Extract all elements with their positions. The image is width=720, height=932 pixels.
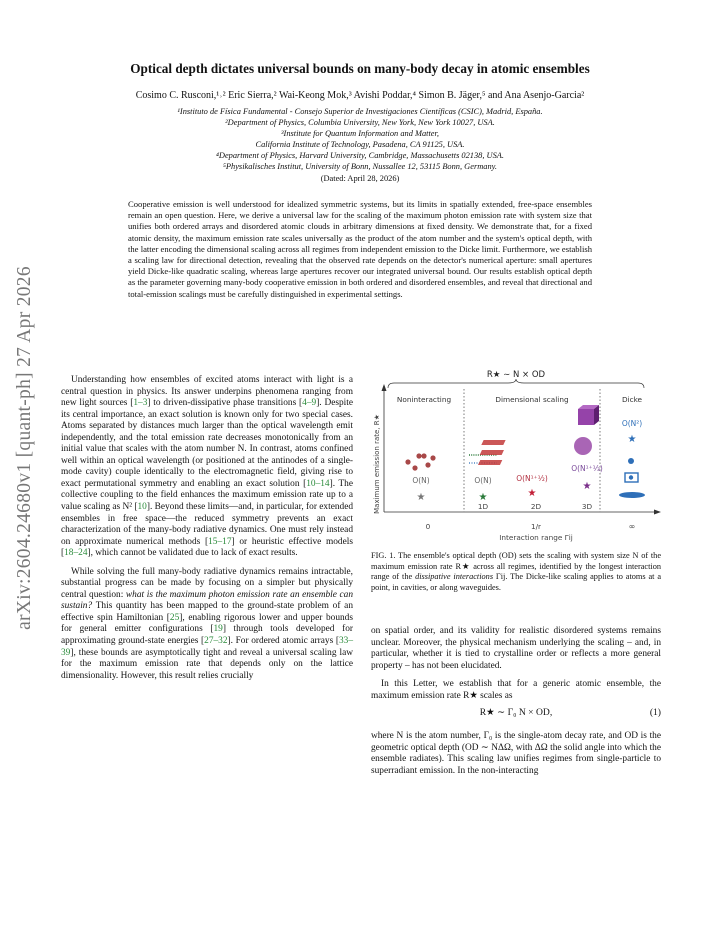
figure-1 [370,362,662,542]
caption-label: FIG. 1. [371,551,396,560]
dim-label-1d: 1D [477,502,489,511]
citation-link[interactable]: 33–39 [61,636,353,658]
affiliation-5: ⁵Physikalisches Institut, University of Bonn, Nussallee 12, 53115 Bonn, Germany. [223,162,497,172]
citation-link[interactable]: 15–17 [208,536,232,547]
equation-number: (1) [649,707,661,718]
lattice-3d [574,405,599,455]
intro-paragraph-1: Understanding how ensembles of excited atoms interact with light is a central question in physics. Its answer underpins phenomena ranging from new light sources [1–3] to driven-dissipative phase transitions [4–9]. Despite its central importance, an exact solution is known only for two special cases. Atoms separated by distances much larger than the optical wavelength emit independently, and the total emission rate decreases monotonically from an initial value that scales with the atom number N. In contrast, atoms confined well within an optical wavelength (or positioned at the antinodes of a single-mode cavity) couple identically to the electromagnetic field, giving rise to exact permutational symmetry and enabling an exact solution [10–14]. The collective coupling to the field enhances the maximum emission rate up to a value scaling as N² [10]. Beyond these limits—and, in particular, for extended ensembles in free space—the reduced symmetry prevents an exact characterization of the many-body radiative dynamics. One must rely instead on approximate numerical methods [15–17] or heuristic effective models [18–24], which cannot be validated due to lack of exact results. [61,375,354,559]
scaling-noninteracting: O(N) [412,476,430,485]
brace [388,379,644,388]
citation-link[interactable]: 19 [213,624,223,635]
y-axis-arrow [382,384,387,391]
right-paragraph-1: on spatial order, and its validity for realistic disordered systems remains unclear. Moreover, the physical mechanism underlying the scaling – and, in particular, whether it is tied to crystalline order or reflects a more general property – has not been elucidated. [371,626,661,671]
citation-link[interactable]: 4–9 [302,398,317,409]
star-icon: ★ [416,492,426,503]
citation-link[interactable]: 10–14 [306,478,330,489]
affiliations [60,106,660,184]
equation-expression: R★ ∼ Γ₀ N × OD, [479,707,553,718]
scaling-3d: O(N¹⁺¹⁄₃) [571,464,603,473]
abstract: Cooperative emission is well understood for idealized symmetric systems, but its limits in spatially extended, free-space ensembles remain an open question. Here, we derive a universal law for the scaling of the maximum photon emission rate with system size that unifies both ordered arrays and disordered atomic clouds in arbitrary dimensions at fixed density. We demonstrate that, for a fixed atomic density, the maximum emission rate scales universally as the product of the atom number and the system's optical depth, with the latter encoding the dimensional scaling across all regimes from independent emission to the Dicke limit. Furthermore, we establish a scaling law for directional detection, revealing that the observed rate depends on the detector's numerical aperture: small apertures yield Dicke-like quadratic scaling, whereas large apertures recover our integrated universal bound. Our results establish optical depth as the parameter governing many-body cooperative emission in both ordered and disordered ensembles, and reveal that directional and total-emission scalings must be carefully distinguished in experimental settings. [128,199,592,299]
affiliation-3: ³Institute for Quantum Information and Matter, [281,129,439,139]
arxiv-identifier: arXiv:2604.24680v1 [quant-ph] 27 Apr 2026 [14,266,35,630]
y-axis-label: Maximum emission rate, R★ [373,414,381,514]
x-tick-2: ∞ [628,522,636,531]
affiliation-3b: California Institute of Technology, Pasadena, CA 91125, USA. [255,140,465,150]
x-tick-0: 0 [425,522,431,531]
scaling-1d: O(N) [474,476,492,485]
star-icon: ★ [627,434,637,445]
intro-paragraph-2: While solving the full many-body radiative dynamics remains intractable, substantial progress can be made by focusing on a simpler but physically central question: what is the maximum photon emission rate an ensemble can sustain? This quantity has been mapped to the ground-state problem of an effective spin Hamiltonian [25], enabling rigorous lower and upper bounds for general emitter configurations [19] through tools developed for approximating ground-state energies [27–32]. For ordered atomic arrays [33–39], these bounds are asymptotically tight and reveal a universal scaling law for the maximum emission rate that depends only on the lattice dimensionality. However, this result relies crucially [61,566,353,681]
star-icon: ★ [582,481,592,492]
star-icon: ★ [478,492,488,503]
figure-top-label: R★ ∼ N × OD [486,370,546,380]
dim-label-2d: 2D [530,502,542,511]
dim-label-3d: 3D [581,502,593,511]
region-noninteracting: Noninteracting [396,395,452,404]
citation-link[interactable]: 18–24 [64,548,88,559]
x-tick-1: 1/r [530,522,542,531]
star-icon: ★ [527,488,537,499]
region-dimensional-scaling: Dimensional scaling [495,395,569,404]
paper-title: Optical depth dictates universal bounds on many-body decay in atomic ensembles [130,61,590,76]
x-axis-label: Interaction range Γij [499,533,573,542]
date-line: (Dated: April 28, 2026) [320,173,400,183]
citation-link[interactable]: 10 [137,502,147,513]
lattice-2d [478,440,506,465]
x-axis-arrow [654,510,661,515]
author-list: Cosimo C. Rusconi,¹˒² Eric Sierra,² Wai-Keong Mok,³ Avishi Poddar,⁴ Simon B. Jäger,⁵ and Ana Asenjo-Garcia² [135,90,585,101]
affiliation-2: ²Department of Physics, Columbia University, New York, New York 10027, USA. [225,118,495,128]
region-dicke: Dicke [621,395,643,404]
citation-link[interactable]: 1–3 [133,398,148,409]
dicke-configurations [619,458,645,498]
affiliation-1: ¹Instituto de Física Fundamental - Consejo Superior de Investigaciones Científicas (CSIC), Madrid, España. [177,107,543,116]
scaling-2d: O(N¹⁺¹⁄₂) [516,474,548,483]
left-column [61,375,353,682]
citation-link[interactable]: 27–32 [204,636,228,647]
scaling-dicke: O(N²) [621,419,643,428]
noninteracting-atoms [405,453,435,470]
citation-link[interactable]: 25 [169,612,180,623]
affiliation-4: ⁴Department of Physics, Harvard University, Cambridge, Massachusetts 02138, USA. [215,151,505,161]
right-column [371,626,661,702]
right-paragraph-2: In this Letter, we establish that for a generic atomic ensemble, the maximum emission rate R★ scales as [371,679,661,701]
equation-1 [371,707,661,721]
figure-caption: FIG. 1. The ensemble's optical depth (OD) sets the scaling with system size N of the maximum emission rate R★ across all regimes, identified by the longest interaction range of the dissipative interactions Γij. The Dicke-like scaling applies to atoms at a point, in cavities, or along waveguides. [371,551,662,592]
right-paragraph-3: where N is the atom number, Γ₀ is the single-atom decay rate, and OD is the geometric optical depth (OD ∼ NΔΩ, with ΔΩ the solid angle into which the ensemble radiates). This scaling law unifies regimes from single-particle to superradiant emission. In the non-interacting [371,731,661,776]
